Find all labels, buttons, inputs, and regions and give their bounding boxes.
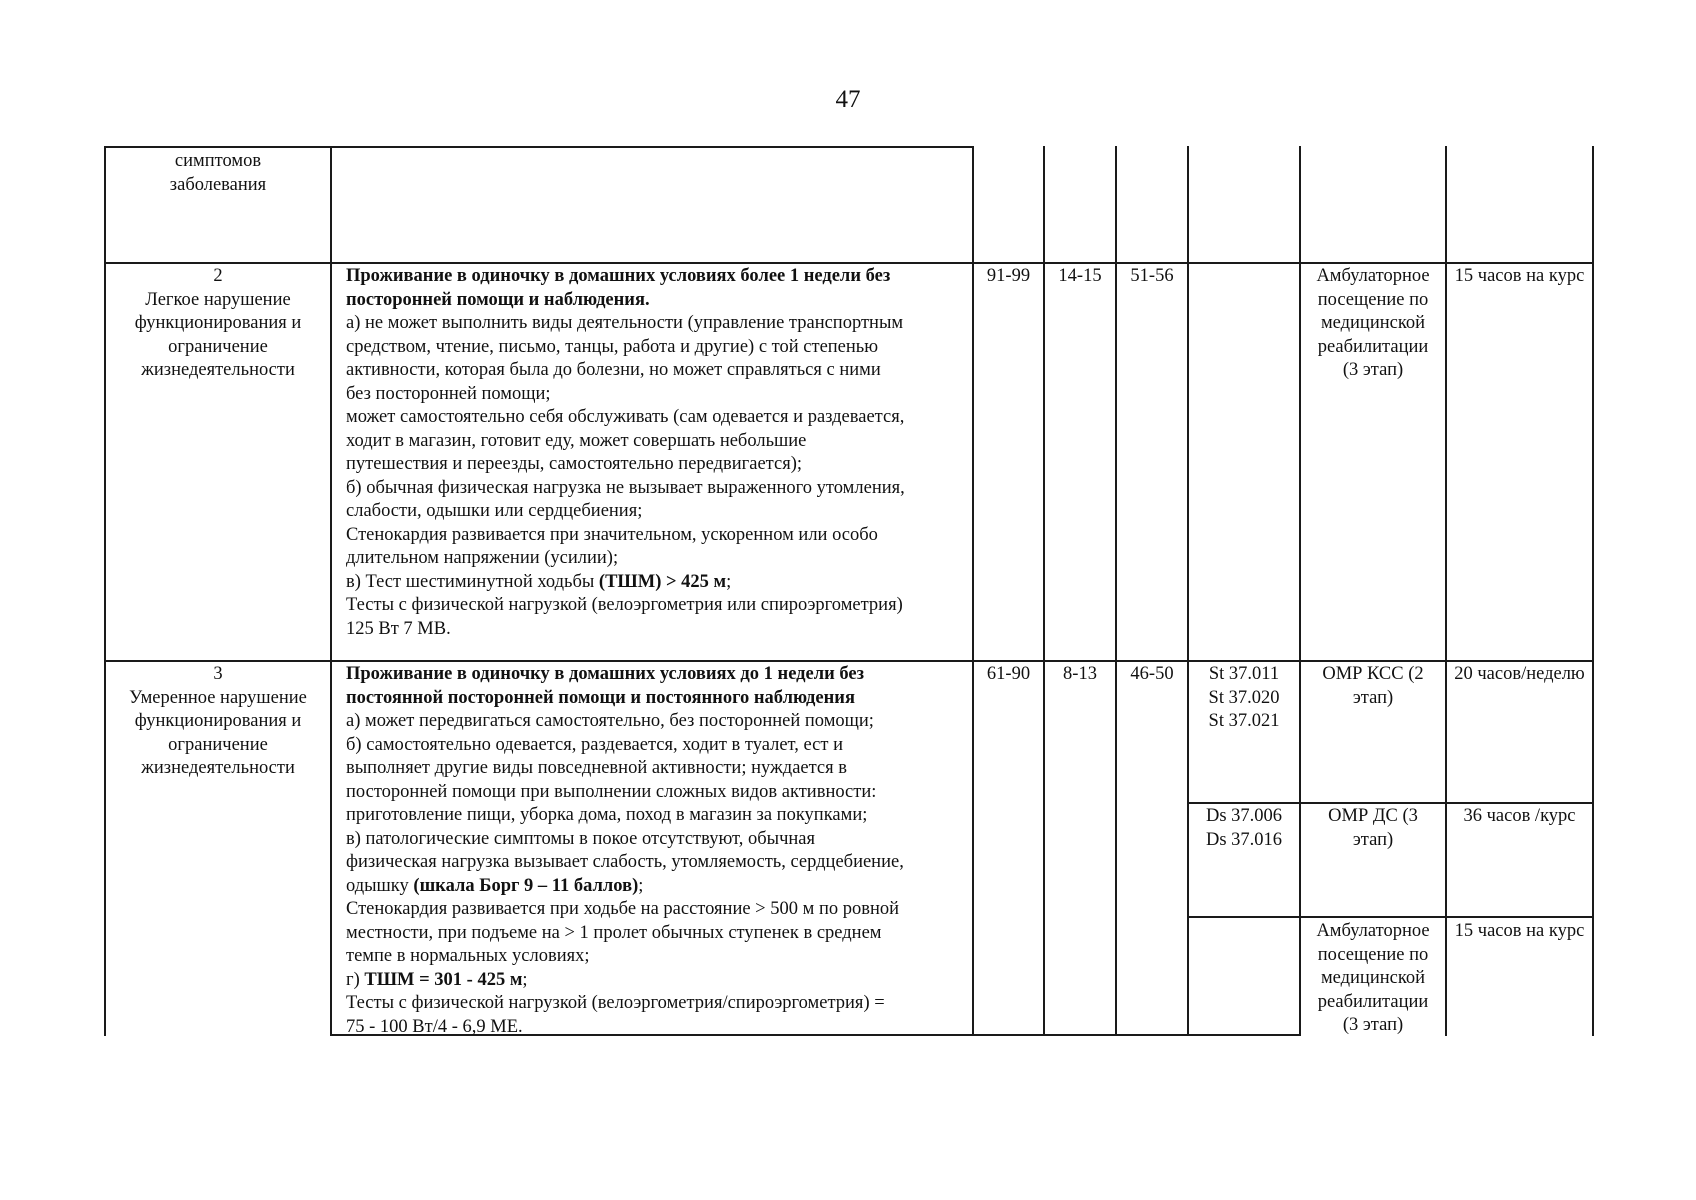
sub-c-type [1301, 920, 1445, 1038]
description-segment: физическая нагрузка вызывает слабость, утомляемость, сердцебиение, [346, 852, 904, 872]
sub-a-type [1301, 663, 1445, 710]
level-text-line: функционирования и [134, 313, 302, 333]
description-line [346, 406, 986, 430]
description-segment: (ТШМ) > 425 м [598, 571, 727, 592]
row1-col8: 15 часов на курс [1454, 266, 1585, 286]
description-segment: активности, которая была до болезни, но может справляться с ними [346, 360, 881, 380]
code-line: St 37.021 [1208, 711, 1280, 731]
description-line [346, 571, 986, 595]
description-segment: без посторонней помощи; [346, 383, 551, 404]
description-line [346, 618, 986, 642]
description-segment: посторонней помощи при выполнении сложных видов активности: [346, 781, 877, 802]
description-line [346, 500, 986, 524]
description-line [346, 804, 986, 828]
description-segment: Проживание в одиночку в домашних условиях более 1 недели без [346, 266, 891, 286]
description-line [346, 734, 986, 758]
description-segment: выполняет другие виды повседневной активности; нуждается в [346, 758, 848, 778]
row1-level [106, 265, 330, 383]
description-line [346, 594, 986, 618]
row2-description [346, 663, 986, 1039]
level-text-line: жизнедеятельности [141, 360, 295, 380]
code-line: Ds 37.016 [1205, 829, 1283, 850]
description-segment: постоянной посторонней помощи и постоянного наблюдения [346, 687, 855, 708]
level-text-line: ограничение [168, 734, 268, 755]
description-line [346, 922, 986, 946]
description-segment: длительном напряжении (усилии); [346, 548, 619, 568]
description-line [346, 1016, 986, 1040]
description-line [346, 547, 986, 571]
type-line: посещение по [1317, 944, 1429, 965]
code-line: St 37.020 [1208, 687, 1280, 708]
description-segment: а) не может выполнить виды деятельности (управление транспортным [346, 313, 904, 333]
description-line [346, 312, 986, 336]
description-line [346, 992, 986, 1016]
sub-c-hours: 15 часов на курс [1454, 921, 1585, 941]
description-line [346, 524, 986, 548]
description-segment: в) Тест шестиминутной ходьбы [346, 571, 599, 592]
description-segment: слабости, одышки или сердцебиения; [346, 501, 643, 521]
description-line [346, 875, 986, 899]
description-line [346, 945, 986, 969]
description-segment: посторонней помощи и наблюдения. [346, 289, 650, 310]
sub-b-codes [1189, 805, 1299, 852]
description-line [346, 710, 986, 734]
row1-col4: 14-15 [1058, 266, 1102, 286]
row2-col3: 61-90 [986, 664, 1031, 684]
type-line: посещение по [1317, 289, 1429, 310]
type-line: этап) [1352, 687, 1394, 708]
description-line [346, 757, 986, 781]
sub-a-hours: 20 часов/неделю [1454, 664, 1585, 684]
description-segment: ТШМ = 301 - 425 м [364, 969, 523, 990]
level-text-line: жизнедеятельности [141, 758, 295, 778]
code-line: Ds 37.006 [1205, 806, 1283, 826]
type-line: ОМР КСС (2 [1322, 664, 1424, 684]
description-segment: путешествия и переезды, самостоятельно передвигается); [346, 454, 803, 474]
description-segment: 125 Вт 7 МВ. [346, 618, 451, 639]
description-segment: а) может передвигаться самостоятельно, без посторонней помощи; [346, 711, 874, 731]
description-line [346, 781, 986, 805]
row1-col3: 91-99 [986, 266, 1031, 286]
type-line: реабилитации [1317, 991, 1429, 1012]
sub-b-hours: 36 часов /курс [1463, 806, 1576, 826]
description-segment: местности, при подъеме на > 1 пролет обычных ступенек в среднем [346, 922, 882, 943]
description-segment: одышку [346, 875, 414, 896]
description-segment: ходит в магазин, готовит еду, может совершать небольшие [346, 430, 807, 451]
description-segment: ; [726, 571, 732, 592]
description-segment: средством, чтение, письмо, танцы, работа и другие) с той степенью [346, 336, 879, 357]
row0-level-text [106, 150, 330, 197]
sub-a-codes [1189, 663, 1299, 734]
description-segment: Стенокардия развивается при значительном, ускоренном или особо [346, 524, 878, 545]
sub-b-type [1301, 805, 1445, 852]
code-line: St 37.011 [1208, 664, 1280, 684]
level-number: 2 [213, 266, 223, 286]
level-text-line: ограничение [168, 336, 268, 357]
description-line [346, 851, 986, 875]
type-line: медицинской [1320, 313, 1426, 333]
level-text-line: Умеренное нарушение [129, 687, 307, 708]
type-line: медицинской [1320, 968, 1426, 988]
description-segment: Тесты с физической нагрузкой (велоэргометрия/спироэргометрия) = [346, 993, 885, 1013]
row2-col4: 8-13 [1063, 664, 1097, 684]
description-line [346, 898, 986, 922]
description-line [346, 477, 986, 501]
type-line: этап) [1352, 829, 1394, 850]
description-line [346, 969, 986, 993]
description-line [346, 336, 986, 360]
row1-description [346, 265, 986, 641]
level-text-line: симптомов [174, 151, 262, 171]
description-segment: может самостоятельно себя обслуживать (сам одевается и раздевается, [346, 407, 905, 427]
type-line: реабилитации [1317, 336, 1429, 357]
page-number: 47 [835, 86, 861, 113]
description-segment: г) [346, 969, 365, 990]
description-line [346, 383, 986, 407]
description-segment: б) самостоятельно одевается, раздевается, ходит в туалет, ест и [346, 734, 843, 755]
row2-col5: 46-50 [1130, 664, 1174, 684]
description-segment: ; [638, 875, 644, 896]
row1-col5: 51-56 [1130, 266, 1174, 286]
description-segment: 75 - 100 Вт/4 - 6,9 МЕ. [346, 1016, 523, 1037]
description-segment: (шкала Борг 9 – 11 баллов) [413, 875, 639, 896]
description-segment: Тесты с физической нагрузкой (велоэргометрия или спироэргометрия) [346, 595, 903, 615]
description-line [346, 289, 986, 313]
description-line [346, 663, 986, 687]
description-segment: Стенокардия развивается при ходьбе на расстояние > 500 м по ровной [346, 899, 900, 919]
level-text-line: Легкое нарушение [145, 289, 291, 310]
type-line: ОМР ДС (3 [1328, 806, 1418, 826]
description-line [346, 430, 986, 454]
level-number: 3 [213, 664, 223, 684]
description-segment: ; [522, 969, 528, 990]
type-line: Амбулаторное [1316, 266, 1430, 286]
description-segment: приготовление пищи, уборка дома, поход в магазин за покупками; [346, 805, 868, 825]
description-line [346, 359, 986, 383]
description-line [346, 265, 986, 289]
type-line: Амбулаторное [1316, 921, 1430, 941]
level-text-line: заболевания [169, 174, 267, 195]
description-line [346, 453, 986, 477]
description-line [346, 828, 986, 852]
description-segment: б) обычная физическая нагрузка не вызывает выраженного утомления, [346, 477, 905, 498]
description-segment: Проживание в одиночку в домашних условиях до 1 недели без [346, 664, 865, 684]
type-line: (3 этап) [1342, 1015, 1404, 1035]
level-text-line: функционирования и [134, 711, 302, 731]
type-line: (3 этап) [1342, 360, 1404, 380]
description-line [346, 687, 986, 711]
row1-col7 [1301, 265, 1445, 383]
row2-level [106, 663, 330, 781]
description-segment: темпе в нормальных условиях; [346, 946, 590, 966]
description-segment: в) патологические симптомы в покое отсутствуют, обычная [346, 828, 816, 849]
